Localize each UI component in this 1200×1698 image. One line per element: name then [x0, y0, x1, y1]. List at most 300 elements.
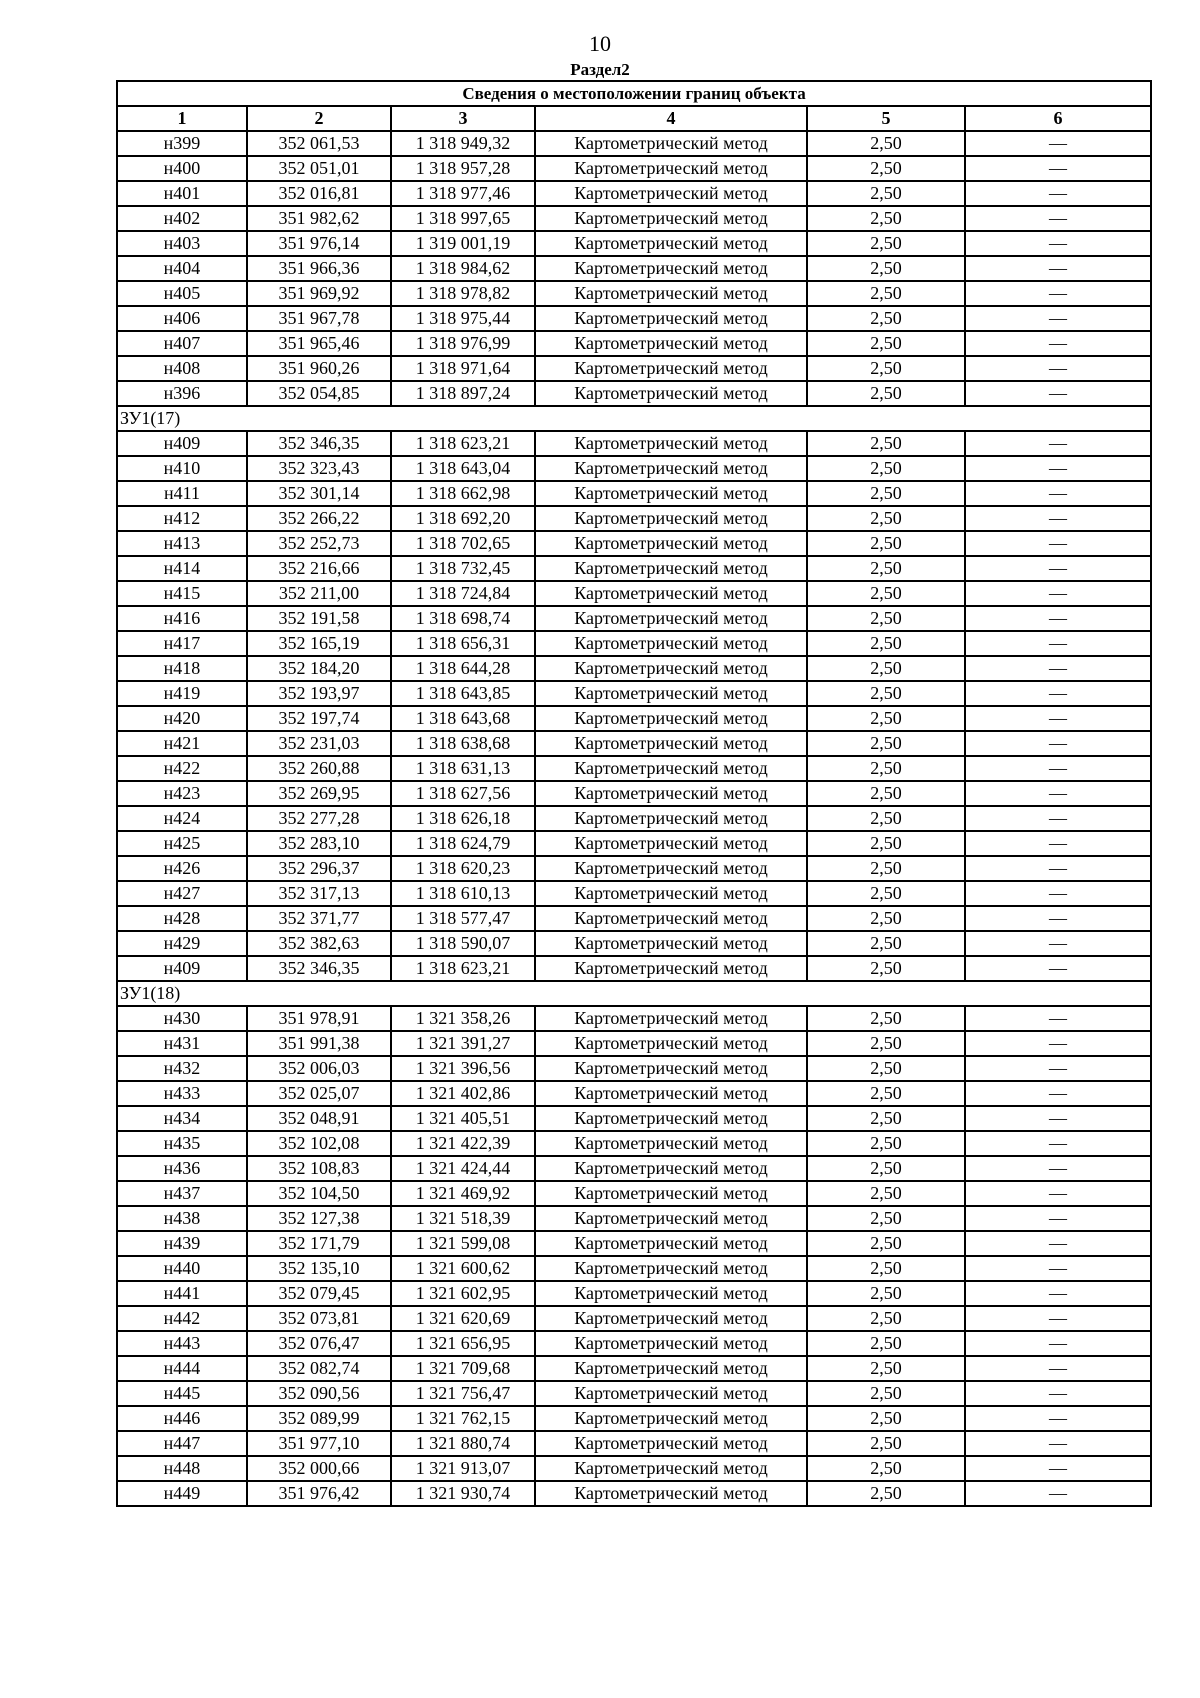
- accuracy-cell: 2,50: [807, 631, 965, 656]
- note-cell: —: [965, 856, 1151, 881]
- method-cell: Картометрический метод: [535, 381, 807, 406]
- note-cell: —: [965, 756, 1151, 781]
- method-cell: Картометрический метод: [535, 1331, 807, 1356]
- note-cell: —: [965, 1156, 1151, 1181]
- x-coordinate-cell: 352 016,81: [247, 181, 391, 206]
- section-label: Раздел2: [570, 60, 630, 79]
- point-id-cell: н414: [117, 556, 247, 581]
- x-coordinate-cell: 352 301,14: [247, 481, 391, 506]
- y-coordinate-cell: 1 319 001,19: [391, 231, 535, 256]
- y-coordinate-cell: 1 318 623,21: [391, 956, 535, 981]
- method-cell: Картометрический метод: [535, 1231, 807, 1256]
- point-id-cell: н405: [117, 281, 247, 306]
- point-id-cell: н410: [117, 456, 247, 481]
- table-row: [117, 556, 1151, 581]
- point-id-cell: н447: [117, 1431, 247, 1456]
- point-id-cell: н401: [117, 181, 247, 206]
- y-coordinate-cell: 1 321 396,56: [391, 1056, 535, 1081]
- method-cell: Картометрический метод: [535, 1181, 807, 1206]
- point-id-cell: н442: [117, 1306, 247, 1331]
- note-cell: —: [965, 1056, 1151, 1081]
- method-cell: Картометрический метод: [535, 1481, 807, 1506]
- point-id-cell: н436: [117, 1156, 247, 1181]
- accuracy-cell: 2,50: [807, 231, 965, 256]
- table-row: [117, 481, 1151, 506]
- accuracy-cell: 2,50: [807, 381, 965, 406]
- note-cell: —: [965, 431, 1151, 456]
- method-cell: Картометрический метод: [535, 1031, 807, 1056]
- point-id-cell: н415: [117, 581, 247, 606]
- note-cell: —: [965, 831, 1151, 856]
- y-coordinate-cell: 1 321 600,62: [391, 1256, 535, 1281]
- method-cell: Картометрический метод: [535, 306, 807, 331]
- accuracy-cell: 2,50: [807, 506, 965, 531]
- y-coordinate-cell: 1 321 930,74: [391, 1481, 535, 1506]
- note-cell: —: [965, 781, 1151, 806]
- y-coordinate-cell: 1 318 732,45: [391, 556, 535, 581]
- method-cell: Картометрический метод: [535, 431, 807, 456]
- x-coordinate-cell: 352 283,10: [247, 831, 391, 856]
- accuracy-cell: 2,50: [807, 356, 965, 381]
- method-cell: Картометрический метод: [535, 506, 807, 531]
- table-row: [117, 1106, 1151, 1131]
- point-id-cell: н422: [117, 756, 247, 781]
- x-coordinate-cell: 352 127,38: [247, 1206, 391, 1231]
- point-id-cell: н409: [117, 431, 247, 456]
- method-cell: Картометрический метод: [535, 1256, 807, 1281]
- method-cell: Картометрический метод: [535, 481, 807, 506]
- table-row: [117, 756, 1151, 781]
- note-cell: —: [965, 631, 1151, 656]
- x-coordinate-cell: 351 978,91: [247, 1006, 391, 1031]
- x-coordinate-cell: 352 371,77: [247, 906, 391, 931]
- y-coordinate-cell: 1 321 424,44: [391, 1156, 535, 1181]
- note-cell: —: [965, 131, 1151, 156]
- table-row: [117, 1006, 1151, 1031]
- note-cell: —: [965, 1331, 1151, 1356]
- table-row: [117, 256, 1151, 281]
- column-number: 1: [117, 106, 247, 131]
- method-cell: Картометрический метод: [535, 356, 807, 381]
- point-id-cell: н402: [117, 206, 247, 231]
- page-number: 10: [589, 31, 611, 56]
- note-cell: —: [965, 731, 1151, 756]
- table-row: [117, 381, 1151, 406]
- y-coordinate-cell: 1 318 638,68: [391, 731, 535, 756]
- x-coordinate-cell: 352 191,58: [247, 606, 391, 631]
- method-cell: Картометрический метод: [535, 1131, 807, 1156]
- method-cell: Картометрический метод: [535, 1381, 807, 1406]
- y-coordinate-cell: 1 318 978,82: [391, 281, 535, 306]
- y-coordinate-cell: 1 321 469,92: [391, 1181, 535, 1206]
- y-coordinate-cell: 1 318 897,24: [391, 381, 535, 406]
- accuracy-cell: 2,50: [807, 1381, 965, 1406]
- method-cell: Картометрический метод: [535, 256, 807, 281]
- accuracy-cell: 2,50: [807, 1331, 965, 1356]
- table-row: [117, 1331, 1151, 1356]
- x-coordinate-cell: 351 966,36: [247, 256, 391, 281]
- accuracy-cell: 2,50: [807, 1081, 965, 1106]
- point-id-cell: н413: [117, 531, 247, 556]
- y-coordinate-cell: 1 321 756,47: [391, 1381, 535, 1406]
- point-id-cell: н417: [117, 631, 247, 656]
- point-id-cell: н425: [117, 831, 247, 856]
- note-cell: —: [965, 456, 1151, 481]
- note-cell: —: [965, 1081, 1151, 1106]
- point-id-cell: н408: [117, 356, 247, 381]
- point-id-cell: н443: [117, 1331, 247, 1356]
- table-row: [117, 1131, 1151, 1156]
- table-row: [117, 1031, 1151, 1056]
- method-cell: Картометрический метод: [535, 881, 807, 906]
- note-cell: —: [965, 356, 1151, 381]
- column-number: 5: [807, 106, 965, 131]
- method-cell: Картометрический метод: [535, 706, 807, 731]
- x-coordinate-cell: 352 277,28: [247, 806, 391, 831]
- point-id-cell: н424: [117, 806, 247, 831]
- table-row: [117, 431, 1151, 456]
- point-id-cell: н449: [117, 1481, 247, 1506]
- method-cell: Картометрический метод: [535, 656, 807, 681]
- point-id-cell: н448: [117, 1456, 247, 1481]
- point-id-cell: н399: [117, 131, 247, 156]
- point-id-cell: н396: [117, 381, 247, 406]
- method-cell: Картометрический метод: [535, 831, 807, 856]
- table-row: [117, 306, 1151, 331]
- note-cell: —: [965, 1231, 1151, 1256]
- x-coordinate-cell: 352 260,88: [247, 756, 391, 781]
- point-id-cell: н433: [117, 1081, 247, 1106]
- accuracy-cell: 2,50: [807, 431, 965, 456]
- method-cell: Картометрический метод: [535, 156, 807, 181]
- accuracy-cell: 2,50: [807, 881, 965, 906]
- note-cell: —: [965, 1381, 1151, 1406]
- y-coordinate-cell: 1 318 643,04: [391, 456, 535, 481]
- x-coordinate-cell: 352 211,00: [247, 581, 391, 606]
- accuracy-cell: 2,50: [807, 331, 965, 356]
- y-coordinate-cell: 1 318 626,18: [391, 806, 535, 831]
- method-cell: Картометрический метод: [535, 1406, 807, 1431]
- y-coordinate-cell: 1 318 971,64: [391, 356, 535, 381]
- method-cell: Картометрический метод: [535, 1106, 807, 1131]
- point-id-cell: н426: [117, 856, 247, 881]
- method-cell: Картометрический метод: [535, 331, 807, 356]
- method-cell: Картометрический метод: [535, 181, 807, 206]
- point-id-cell: н404: [117, 256, 247, 281]
- accuracy-cell: 2,50: [807, 831, 965, 856]
- accuracy-cell: 2,50: [807, 531, 965, 556]
- table-row: [117, 1481, 1151, 1506]
- table-row: [117, 506, 1151, 531]
- table-row: [117, 156, 1151, 181]
- accuracy-cell: 2,50: [807, 931, 965, 956]
- x-coordinate-cell: 352 171,79: [247, 1231, 391, 1256]
- method-cell: Картометрический метод: [535, 1156, 807, 1181]
- y-coordinate-cell: 1 318 976,99: [391, 331, 535, 356]
- point-id-cell: н421: [117, 731, 247, 756]
- method-cell: Картометрический метод: [535, 631, 807, 656]
- accuracy-cell: 2,50: [807, 1306, 965, 1331]
- y-coordinate-cell: 1 318 692,20: [391, 506, 535, 531]
- x-coordinate-cell: 352 082,74: [247, 1356, 391, 1381]
- method-cell: Картометрический метод: [535, 1281, 807, 1306]
- y-coordinate-cell: 1 321 602,95: [391, 1281, 535, 1306]
- x-coordinate-cell: 352 317,13: [247, 881, 391, 906]
- column-number: 3: [391, 106, 535, 131]
- method-cell: Картометрический метод: [535, 456, 807, 481]
- point-id-cell: н418: [117, 656, 247, 681]
- method-cell: Картометрический метод: [535, 531, 807, 556]
- column-number: 6: [965, 106, 1151, 131]
- y-coordinate-cell: 1 321 762,15: [391, 1406, 535, 1431]
- note-cell: —: [965, 1481, 1151, 1506]
- accuracy-cell: 2,50: [807, 456, 965, 481]
- x-coordinate-cell: 352 000,66: [247, 1456, 391, 1481]
- method-cell: Картометрический метод: [535, 206, 807, 231]
- point-id-cell: н441: [117, 1281, 247, 1306]
- x-coordinate-cell: 352 216,66: [247, 556, 391, 581]
- y-coordinate-cell: 1 321 620,69: [391, 1306, 535, 1331]
- table-row: [117, 206, 1151, 231]
- point-id-cell: н432: [117, 1056, 247, 1081]
- table-row: [117, 931, 1151, 956]
- table-row: [117, 706, 1151, 731]
- x-coordinate-cell: 352 048,91: [247, 1106, 391, 1131]
- method-cell: Картометрический метод: [535, 731, 807, 756]
- accuracy-cell: 2,50: [807, 756, 965, 781]
- x-coordinate-cell: 352 076,47: [247, 1331, 391, 1356]
- table-row: [117, 356, 1151, 381]
- column-number-row: [117, 106, 1151, 131]
- method-cell: Картометрический метод: [535, 581, 807, 606]
- note-cell: —: [965, 1131, 1151, 1156]
- table-row: [117, 1056, 1151, 1081]
- table-row: [117, 1306, 1151, 1331]
- y-coordinate-cell: 1 321 880,74: [391, 1431, 535, 1456]
- point-id-cell: н409: [117, 956, 247, 981]
- x-coordinate-cell: 352 102,08: [247, 1131, 391, 1156]
- note-cell: —: [965, 706, 1151, 731]
- note-cell: —: [965, 1031, 1151, 1056]
- y-coordinate-cell: 1 318 624,79: [391, 831, 535, 856]
- x-coordinate-cell: 352 252,73: [247, 531, 391, 556]
- note-cell: —: [965, 1356, 1151, 1381]
- method-cell: Картометрический метод: [535, 556, 807, 581]
- y-coordinate-cell: 1 321 405,51: [391, 1106, 535, 1131]
- x-coordinate-cell: 352 296,37: [247, 856, 391, 881]
- note-cell: —: [965, 1406, 1151, 1431]
- y-coordinate-cell: 1 321 402,86: [391, 1081, 535, 1106]
- accuracy-cell: 2,50: [807, 656, 965, 681]
- y-coordinate-cell: 1 321 709,68: [391, 1356, 535, 1381]
- note-cell: —: [965, 1256, 1151, 1281]
- table-row: [117, 581, 1151, 606]
- accuracy-cell: 2,50: [807, 156, 965, 181]
- accuracy-cell: 2,50: [807, 1056, 965, 1081]
- x-coordinate-cell: 351 967,78: [247, 306, 391, 331]
- point-id-cell: н445: [117, 1381, 247, 1406]
- table-row: [117, 631, 1151, 656]
- x-coordinate-cell: 351 991,38: [247, 1031, 391, 1056]
- point-id-cell: н416: [117, 606, 247, 631]
- y-coordinate-cell: 1 318 631,13: [391, 756, 535, 781]
- accuracy-cell: 2,50: [807, 1006, 965, 1031]
- accuracy-cell: 2,50: [807, 806, 965, 831]
- y-coordinate-cell: 1 318 577,47: [391, 906, 535, 931]
- table-row: [117, 1406, 1151, 1431]
- method-cell: Картометрический метод: [535, 1431, 807, 1456]
- point-id-cell: н407: [117, 331, 247, 356]
- x-coordinate-cell: 352 231,03: [247, 731, 391, 756]
- y-coordinate-cell: 1 318 644,28: [391, 656, 535, 681]
- y-coordinate-cell: 1 321 422,39: [391, 1131, 535, 1156]
- x-coordinate-cell: 352 165,19: [247, 631, 391, 656]
- note-cell: —: [965, 531, 1151, 556]
- x-coordinate-cell: 352 108,83: [247, 1156, 391, 1181]
- x-coordinate-cell: 352 079,45: [247, 1281, 391, 1306]
- note-cell: —: [965, 906, 1151, 931]
- table-row: [117, 856, 1151, 881]
- note-cell: —: [965, 606, 1151, 631]
- table-row: [117, 781, 1151, 806]
- accuracy-cell: 2,50: [807, 906, 965, 931]
- point-id-cell: н434: [117, 1106, 247, 1131]
- table-row: [117, 1356, 1151, 1381]
- x-coordinate-cell: 351 969,92: [247, 281, 391, 306]
- method-cell: Картометрический метод: [535, 231, 807, 256]
- note-cell: —: [965, 806, 1151, 831]
- accuracy-cell: 2,50: [807, 1131, 965, 1156]
- x-coordinate-cell: 352 382,63: [247, 931, 391, 956]
- note-cell: —: [965, 381, 1151, 406]
- x-coordinate-cell: 352 346,35: [247, 956, 391, 981]
- point-id-cell: н444: [117, 1356, 247, 1381]
- y-coordinate-cell: 1 318 620,23: [391, 856, 535, 881]
- point-id-cell: н428: [117, 906, 247, 931]
- note-cell: —: [965, 581, 1151, 606]
- table-row: [117, 531, 1151, 556]
- method-cell: Картометрический метод: [535, 1206, 807, 1231]
- accuracy-cell: 2,50: [807, 781, 965, 806]
- table-row: [117, 1156, 1151, 1181]
- accuracy-cell: 2,50: [807, 581, 965, 606]
- point-id-cell: н412: [117, 506, 247, 531]
- y-coordinate-cell: 1 318 997,65: [391, 206, 535, 231]
- accuracy-cell: 2,50: [807, 256, 965, 281]
- method-cell: Картометрический метод: [535, 131, 807, 156]
- point-id-cell: н435: [117, 1131, 247, 1156]
- note-cell: —: [965, 256, 1151, 281]
- y-coordinate-cell: 1 318 627,56: [391, 781, 535, 806]
- accuracy-cell: 2,50: [807, 706, 965, 731]
- x-coordinate-cell: 352 269,95: [247, 781, 391, 806]
- note-cell: —: [965, 281, 1151, 306]
- table-row: [117, 806, 1151, 831]
- point-id-cell: н423: [117, 781, 247, 806]
- method-cell: Картометрический метод: [535, 681, 807, 706]
- x-coordinate-cell: 352 193,97: [247, 681, 391, 706]
- table-row: [117, 881, 1151, 906]
- table-row: [117, 231, 1151, 256]
- point-id-cell: н420: [117, 706, 247, 731]
- table-row: [117, 1431, 1151, 1456]
- note-cell: —: [965, 331, 1151, 356]
- note-cell: —: [965, 556, 1151, 581]
- column-number: 2: [247, 106, 391, 131]
- method-cell: Картометрический метод: [535, 806, 807, 831]
- method-cell: Картометрический метод: [535, 756, 807, 781]
- note-cell: —: [965, 231, 1151, 256]
- accuracy-cell: 2,50: [807, 1256, 965, 1281]
- x-coordinate-cell: 352 323,43: [247, 456, 391, 481]
- column-number: 4: [535, 106, 807, 131]
- y-coordinate-cell: 1 321 518,39: [391, 1206, 535, 1231]
- accuracy-cell: 2,50: [807, 1231, 965, 1256]
- note-cell: —: [965, 1281, 1151, 1306]
- x-coordinate-cell: 351 965,46: [247, 331, 391, 356]
- y-coordinate-cell: 1 321 391,27: [391, 1031, 535, 1056]
- point-id-cell: н400: [117, 156, 247, 181]
- y-coordinate-cell: 1 318 590,07: [391, 931, 535, 956]
- group-header-row: [117, 406, 1151, 431]
- accuracy-cell: 2,50: [807, 1456, 965, 1481]
- accuracy-cell: 2,50: [807, 956, 965, 981]
- point-id-cell: н431: [117, 1031, 247, 1056]
- point-id-cell: н430: [117, 1006, 247, 1031]
- accuracy-cell: 2,50: [807, 556, 965, 581]
- point-id-cell: н440: [117, 1256, 247, 1281]
- table-row: [117, 1231, 1151, 1256]
- table-row: [117, 131, 1151, 156]
- y-coordinate-cell: 1 321 599,08: [391, 1231, 535, 1256]
- note-cell: —: [965, 181, 1151, 206]
- note-cell: —: [965, 306, 1151, 331]
- x-coordinate-cell: 351 976,14: [247, 231, 391, 256]
- accuracy-cell: 2,50: [807, 1206, 965, 1231]
- x-coordinate-cell: 352 346,35: [247, 431, 391, 456]
- table-row: [117, 906, 1151, 931]
- note-cell: —: [965, 881, 1151, 906]
- method-cell: Картометрический метод: [535, 956, 807, 981]
- accuracy-cell: 2,50: [807, 1281, 965, 1306]
- note-cell: —: [965, 956, 1151, 981]
- parcel-group-label: ЗУ1(17): [117, 406, 1151, 431]
- y-coordinate-cell: 1 318 702,65: [391, 531, 535, 556]
- note-cell: —: [965, 506, 1151, 531]
- table-row: [117, 1381, 1151, 1406]
- point-id-cell: н446: [117, 1406, 247, 1431]
- point-id-cell: н403: [117, 231, 247, 256]
- y-coordinate-cell: 1 318 949,32: [391, 131, 535, 156]
- y-coordinate-cell: 1 318 643,85: [391, 681, 535, 706]
- table-row: [117, 731, 1151, 756]
- point-id-cell: н439: [117, 1231, 247, 1256]
- x-coordinate-cell: 352 025,07: [247, 1081, 391, 1106]
- note-cell: —: [965, 1206, 1151, 1231]
- point-id-cell: н429: [117, 931, 247, 956]
- method-cell: Картометрический метод: [535, 1006, 807, 1031]
- accuracy-cell: 2,50: [807, 1106, 965, 1131]
- accuracy-cell: 2,50: [807, 1481, 965, 1506]
- point-id-cell: н419: [117, 681, 247, 706]
- x-coordinate-cell: 352 184,20: [247, 656, 391, 681]
- note-cell: —: [965, 656, 1151, 681]
- accuracy-cell: 2,50: [807, 606, 965, 631]
- y-coordinate-cell: 1 318 643,68: [391, 706, 535, 731]
- x-coordinate-cell: 352 266,22: [247, 506, 391, 531]
- table-row: [117, 1256, 1151, 1281]
- point-id-cell: н437: [117, 1181, 247, 1206]
